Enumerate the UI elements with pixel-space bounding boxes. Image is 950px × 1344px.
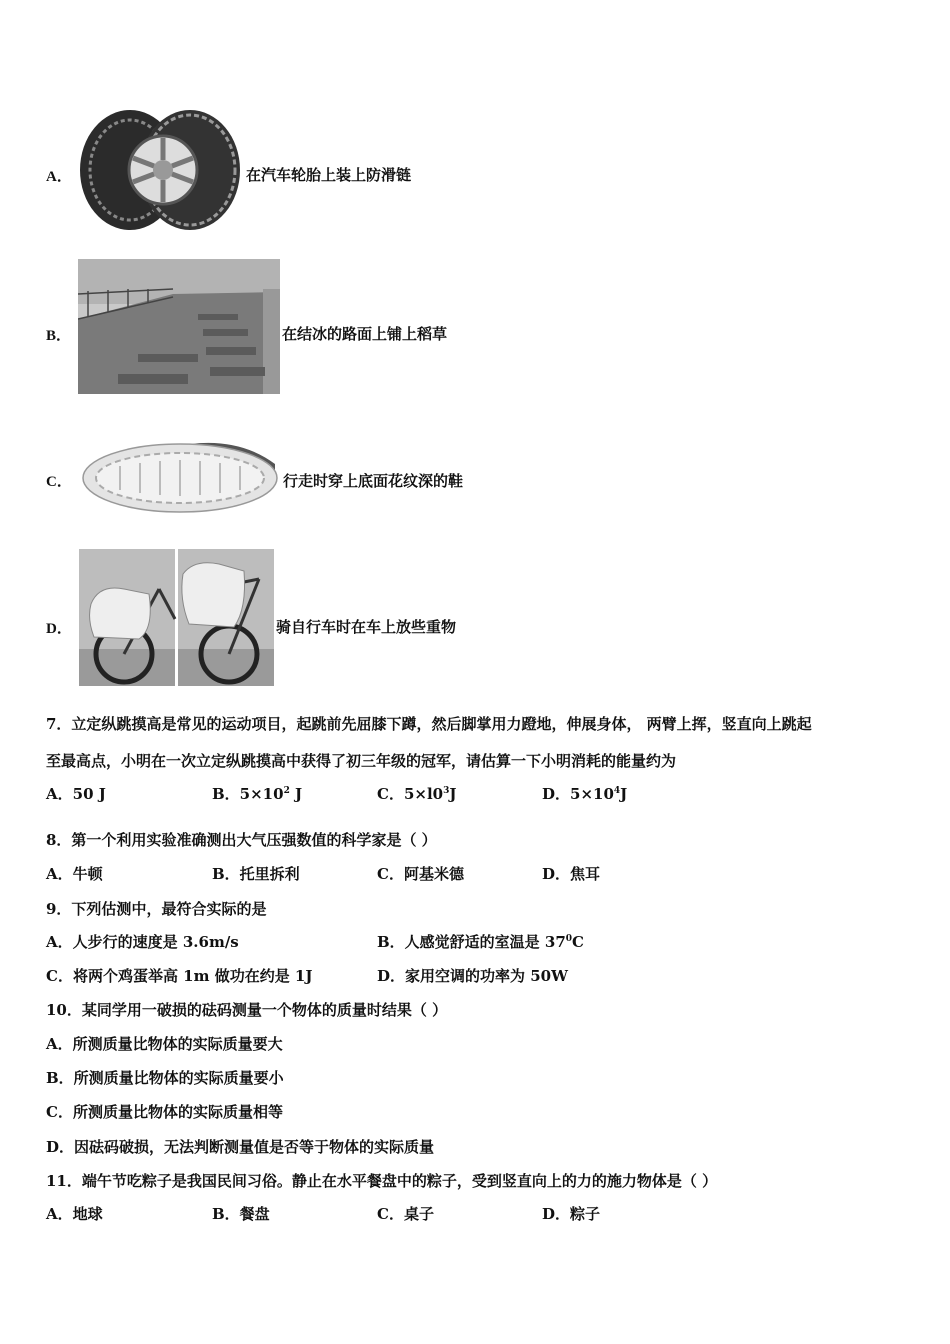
q7-option-c: C．$5\times l0^3J$ xyxy=(377,785,457,803)
q8-option-b: B．托里拆利 xyxy=(212,865,300,883)
option-b-text: 在结冰的路面上铺上稻草 xyxy=(282,325,448,343)
q8-stem: 8．第一个利用实验准确测出大气压强数值的科学家是（ ） xyxy=(46,831,437,849)
q11-option-c: C．桌子 xyxy=(377,1205,434,1223)
option-a-letter: A． xyxy=(46,169,72,185)
q11-stem: 11．端午节吃粽子是我国民间习俗。静止在水平餐盘中的粽子，受到竖直向上的力的施力物体是（ ） xyxy=(46,1172,718,1190)
bicycle-load-image xyxy=(79,549,274,686)
option-c-text: 行走时穿上底面花纹深的鞋 xyxy=(283,472,464,490)
tire-chain-image xyxy=(78,108,243,233)
option-d-letter: D． xyxy=(46,621,72,637)
q8-option-a: A．牛顿 xyxy=(46,865,103,883)
option-c-letter: C． xyxy=(46,474,72,490)
q9-stem: 9．下列估测中，最符合实际的是 xyxy=(46,900,267,918)
q10-stem: 10．某同学用一破损的砝码测量一个物体的质量时结果（ ） xyxy=(46,1001,448,1019)
option-d-text: 骑自行车时在车上放些重物 xyxy=(276,618,457,636)
option-a-text: 在汽车轮胎上装上防滑链 xyxy=(246,166,412,184)
q10-option-d: D．因砝码破损，无法判断测量值是否等于物体的实际质量 xyxy=(46,1138,435,1156)
shoe-sole-image xyxy=(80,436,280,516)
q11-option-a: A．地球 xyxy=(46,1205,103,1223)
q7-stem-line2: 至最高点，小明在一次立定纵跳摸高中获得了初三年级的冠军，请估算一下小明消耗的能量约为 xyxy=(46,752,677,770)
q10-option-a: A．所测质量比物体的实际质量要大 xyxy=(46,1035,283,1053)
q7-option-b: B．$5\times 10^2$ J xyxy=(212,785,303,803)
q8-option-c: C．阿基米德 xyxy=(377,865,464,883)
option-b-letter: B． xyxy=(46,328,72,344)
q10-option-b: B．所测质量比物体的实际质量要小 xyxy=(46,1069,284,1087)
q9-option-b: B．人感觉舒适的室温是 $37^0C$ xyxy=(377,933,584,951)
q8-option-d: D．焦耳 xyxy=(542,865,601,883)
icy-road-image xyxy=(78,259,280,394)
q9-option-d: D．家用空调的功率为 50W xyxy=(377,967,568,985)
q11-option-b: B．餐盘 xyxy=(212,1205,270,1223)
q7-option-d: D．$5\times 10^4J$ xyxy=(542,785,628,803)
q7-stem-line1: 7．立定纵跳摸高是常见的运动项目，起跳前先屈膝下蹲，然后脚掌用力蹬地，伸展身体， 两臂上挥，竖直向上跳起 xyxy=(46,715,812,733)
q11-option-d: D．粽子 xyxy=(542,1205,601,1223)
q7-option-a: A．50 J xyxy=(46,785,106,803)
q9-option-a: A．人步行的速度是 3.6m/s xyxy=(46,933,239,951)
q9-option-c: C．将两个鸡蛋举高 1m 做功在约是 1J xyxy=(46,967,313,985)
q10-option-c: C．所测质量比物体的实际质量相等 xyxy=(46,1103,283,1121)
